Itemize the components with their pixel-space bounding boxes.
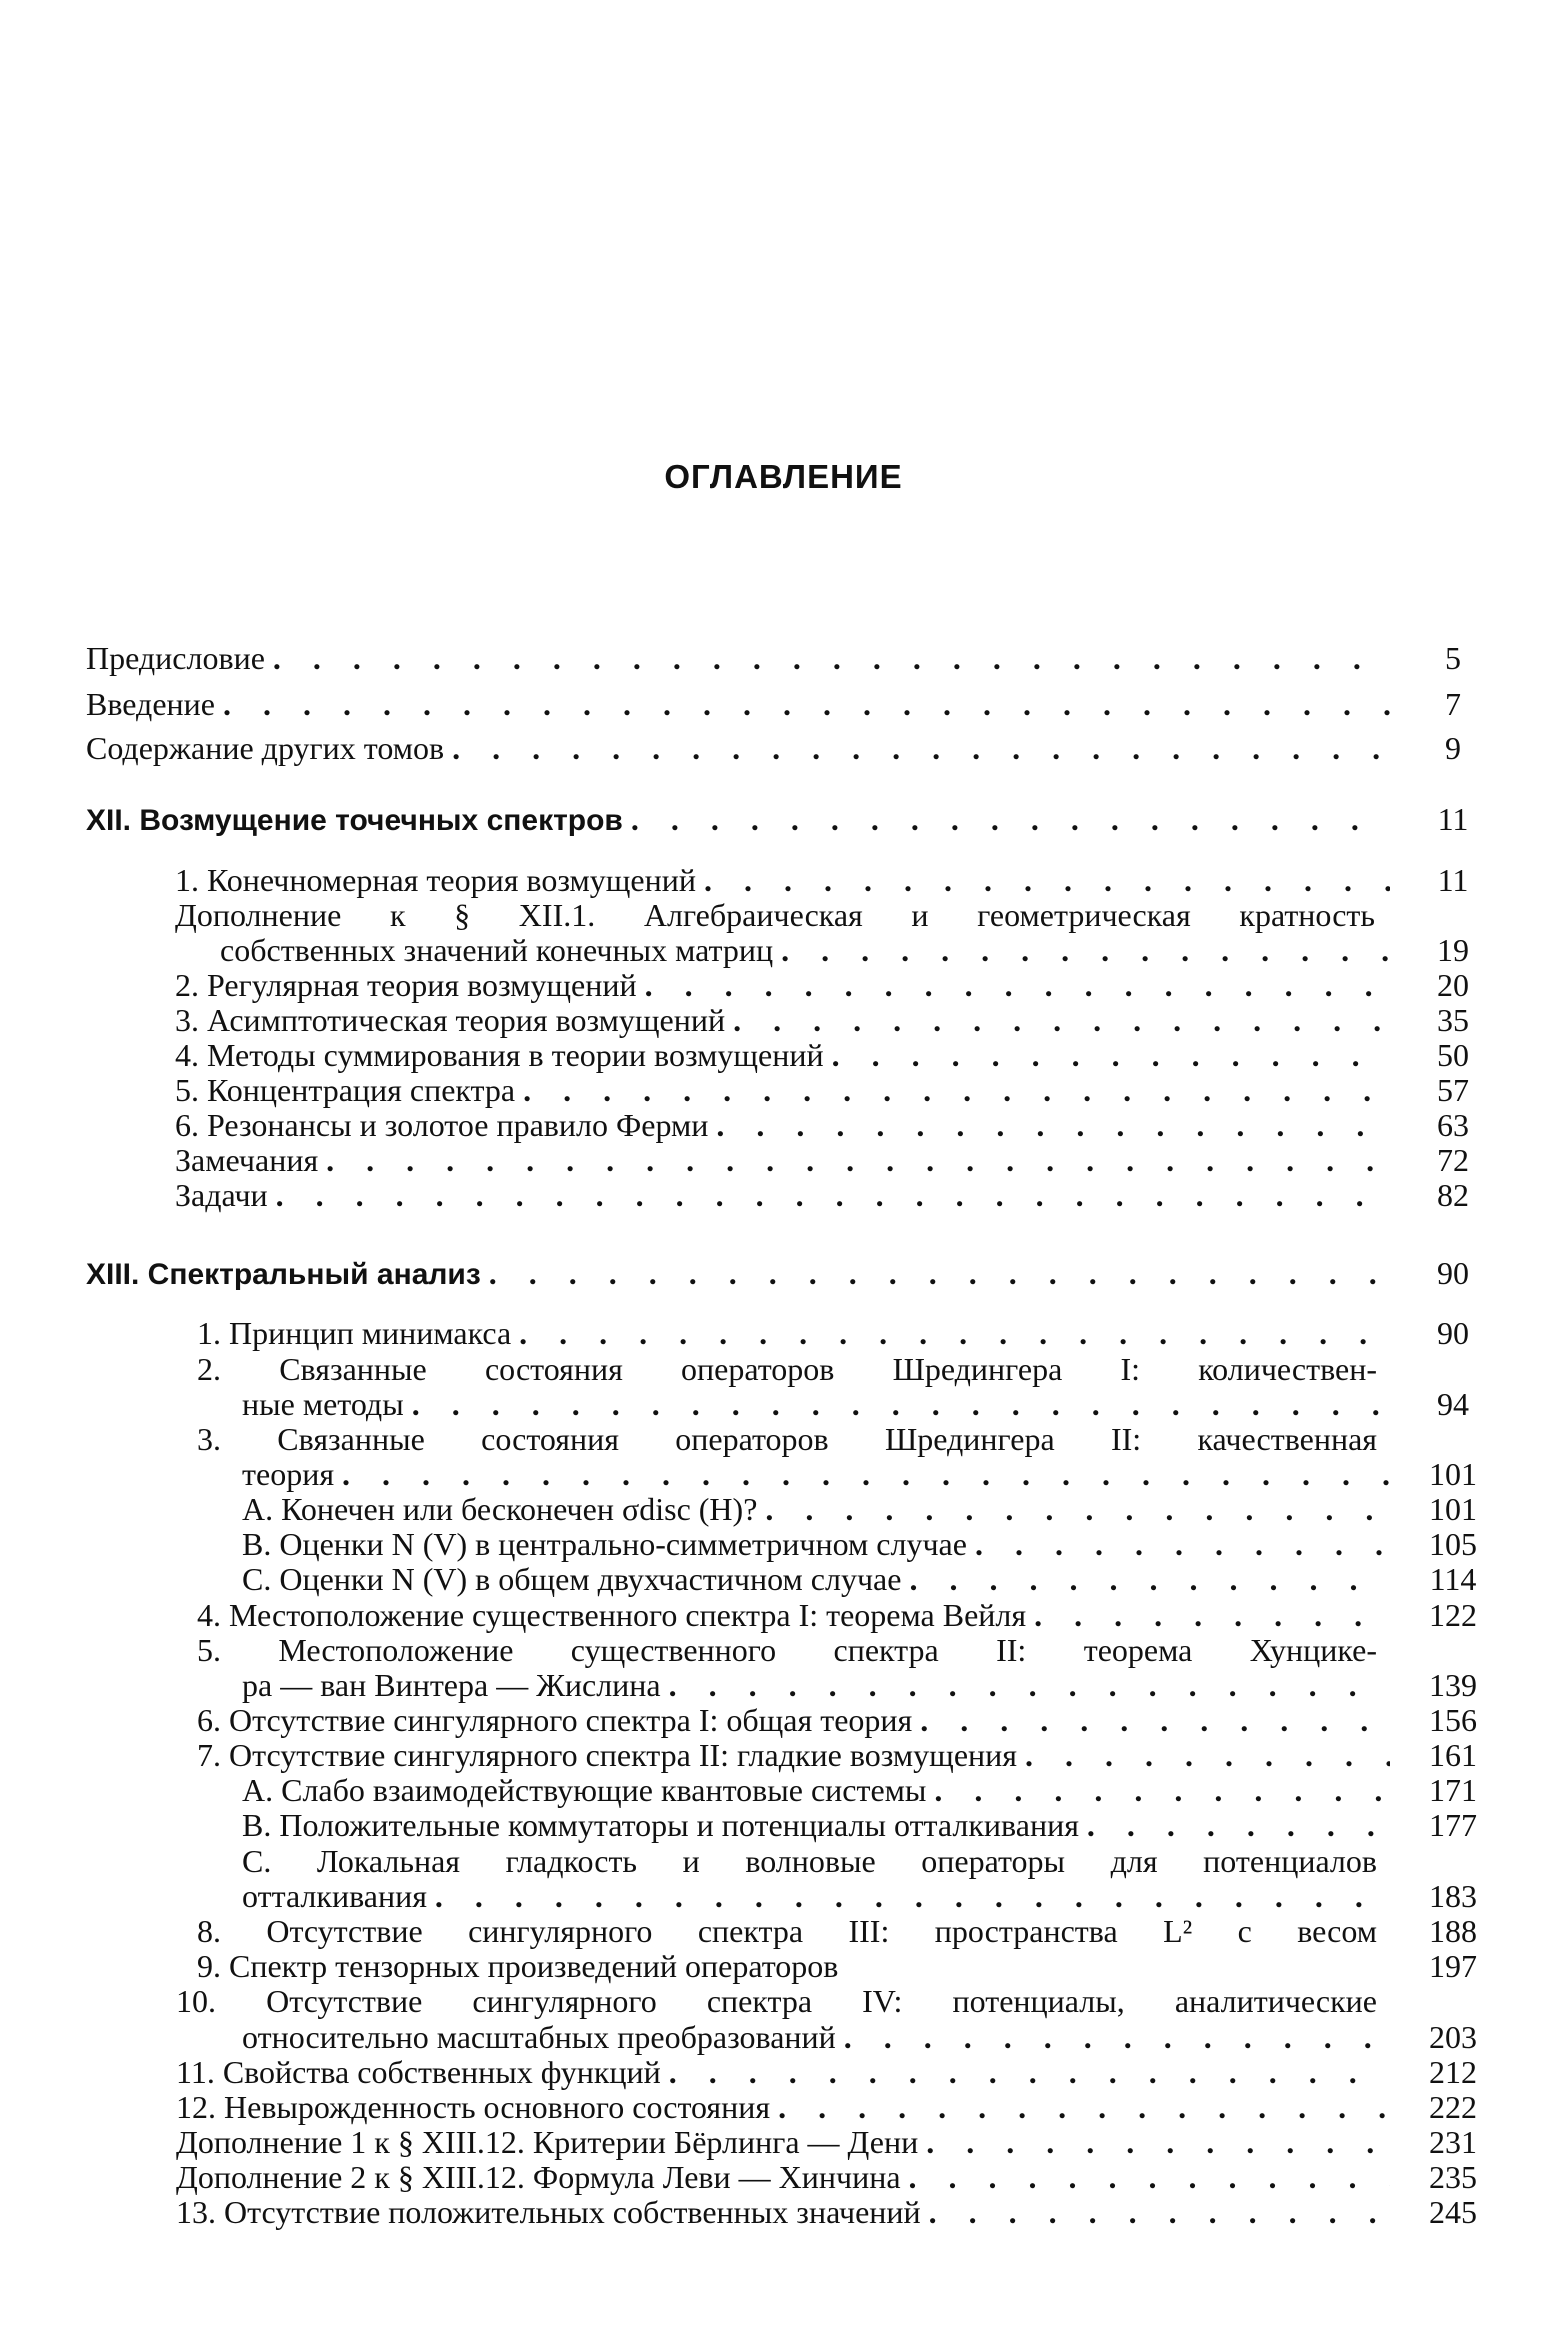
toc-entry-page: 235 (1429, 2159, 1477, 2195)
toc-entry-page: 183 (1429, 1878, 1477, 1914)
toc-entry-title: 1. Принцип минимакса (197, 1315, 512, 1351)
toc-entry-title: Введение (86, 686, 215, 722)
toc-entry-title: A. Слабо взаимодействующие квантовые системы (242, 1772, 927, 1808)
toc-entry (175, 1002, 1486, 1038)
toc-entry-page: 105 (1429, 1526, 1477, 1562)
toc-entry-title: 5. Местоположение существенного спектра II: теорема Хунцике- (197, 1632, 1377, 1668)
toc-entry-page: 19 (1437, 932, 1469, 968)
toc-entry-title: A. Конечен или бесконечен σdisc (H)? (242, 1491, 758, 1527)
toc-entry-page: 171 (1429, 1772, 1477, 1808)
toc-entry-page: 122 (1429, 1597, 1477, 1633)
toc-entry-title: Замечания (175, 1142, 319, 1178)
toc-entry (242, 2019, 1486, 2055)
toc-entry-page: 35 (1437, 1002, 1469, 1038)
toc-entry-page: 188 (1429, 1913, 1477, 1949)
toc-entry-page: 231 (1429, 2124, 1477, 2160)
toc-entry-title: 2. Связанные состояния операторов Шредингера I: количествен- (197, 1351, 1377, 1387)
toc-entry-title: 9. Спектр тензорных произведений операторов (197, 1948, 839, 1984)
toc-entry-page: 5 (1445, 640, 1461, 676)
toc-entry-title: 11. Свойства собственных функций (176, 2054, 661, 2090)
toc-entry (197, 1351, 1377, 1387)
toc-entry (242, 1843, 1377, 1879)
toc-entry-page: 114 (1429, 1561, 1477, 1597)
toc-entry (175, 967, 1486, 1003)
toc-entry-title: отталкивания (242, 1878, 427, 1914)
toc-entry (176, 2194, 1486, 2230)
toc-entry-page: 57 (1437, 1072, 1469, 1108)
toc-entry-title: 12. Невырожденность основного состояния (176, 2089, 771, 2125)
toc-entry-title: собственных значений конечных матриц (220, 932, 774, 968)
toc-entry-page: 203 (1429, 2019, 1477, 2055)
toc-entry-page: 90 (1437, 1315, 1469, 1351)
toc-entry-title: 13. Отсутствие положительных собственных значений (176, 2194, 921, 2230)
toc-entry-title: Задачи (175, 1177, 268, 1213)
toc-entry (220, 932, 1486, 968)
toc-entry (175, 1107, 1486, 1143)
toc-entry (86, 640, 1486, 676)
toc-entry (242, 1386, 1486, 1422)
toc-entry-title: 2. Регулярная теория возмущений (175, 967, 637, 1003)
toc-entry (175, 1177, 1486, 1213)
toc-entry-title: B. Положительные коммутаторы и потенциалы отталкивания (242, 1807, 1079, 1843)
toc-entry-page: 94 (1437, 1386, 1469, 1422)
toc-entry (197, 1702, 1486, 1738)
toc-entry-title: C. Оценки N (V) в общем двухчастичном случае (242, 1561, 902, 1597)
toc-entry (197, 1632, 1377, 1668)
toc-entry (86, 730, 1486, 766)
toc-entry-title: 1. Конечномерная теория возмущений (175, 862, 696, 898)
toc-entry-page: 222 (1429, 2089, 1477, 2125)
toc-entry-title: 5. Концентрация спектра (175, 1072, 516, 1108)
toc-entry-title: Дополнение 1 к § XIII.12. Критерии Бёрлинга — Дени (176, 2124, 919, 2160)
toc-entry-page: 11 (1437, 862, 1469, 898)
toc-entry-title: относительно масштабных преобразований (242, 2019, 836, 2055)
toc-entry (242, 1491, 1486, 1527)
toc-entry-title: Дополнение 2 к § XIII.12. Формула Леви — Хинчина (176, 2159, 901, 2195)
toc-entry-title: 3. Асимптотическая теория возмущений (175, 1002, 726, 1038)
toc-entry-page: 7 (1445, 686, 1461, 722)
toc-entry (175, 1142, 1486, 1178)
toc-entry-page: 82 (1437, 1177, 1469, 1213)
toc-chapter (86, 801, 1486, 837)
toc-entry (176, 2054, 1486, 2090)
toc-entry (197, 1421, 1377, 1457)
toc-entry (176, 2124, 1486, 2160)
toc-entry-title: 10. Отсутствие сингулярного спектра IV: потенциалы, аналитические (176, 1983, 1377, 2019)
toc-entry-title: 6. Резонансы и золотое правило Ферми (175, 1107, 709, 1143)
toc-entry-page: 156 (1429, 1702, 1477, 1738)
toc-entry-page: 161 (1429, 1737, 1477, 1773)
toc-entry (197, 1913, 1486, 1949)
toc-entry-page: 50 (1437, 1037, 1469, 1073)
toc-chapter-title: XII. Возмущение точечных спектров (86, 804, 623, 837)
toc-entry-title: C. Локальная гладкость и волновые операторы для потенциалов (242, 1843, 1377, 1879)
toc-entry-page: 212 (1429, 2054, 1477, 2090)
toc-entry-title: ра — ван Винтера — Жислина (242, 1667, 661, 1703)
toc-entry (197, 1737, 1486, 1773)
toc-entry (242, 1561, 1486, 1597)
toc-entry-title: 8. Отсутствие сингулярного спектра III: пространства L² с весом (197, 1913, 1377, 1949)
toc-entry-page: 197 (1429, 1948, 1477, 1984)
toc-entry (175, 862, 1486, 898)
toc-entry-page: 245 (1429, 2194, 1477, 2230)
toc-entry (197, 1315, 1486, 1351)
toc-entry-title: Предисловие (86, 640, 265, 676)
toc-entry-title: 6. Отсутствие сингулярного спектра I: общая теория (197, 1702, 913, 1738)
toc-entry-page: 139 (1429, 1667, 1477, 1703)
toc-entry (176, 1983, 1377, 2019)
toc-entry-title: 7. Отсутствие сингулярного спектра II: гладкие возмущения (197, 1737, 1017, 1773)
toc-entry-page: 63 (1437, 1107, 1469, 1143)
toc-entry-page: 101 (1429, 1491, 1477, 1527)
toc-entry-page: 90 (1437, 1255, 1469, 1291)
toc-entry (242, 1667, 1486, 1703)
toc-entry-page: 9 (1445, 730, 1461, 766)
toc-entry-title: Дополнение к § XII.1. Алгебраическая и геометрическая кратность (175, 897, 1375, 933)
page-title: ОГЛАВЛЕНИЕ (664, 458, 903, 495)
toc-entry-title: 4. Местоположение существенного спектра I: теорема Вейля (197, 1597, 1027, 1633)
toc-entry-title: Содержание других томов (86, 730, 445, 766)
toc-entry (242, 1526, 1486, 1562)
toc-entry (197, 1948, 1486, 1984)
toc-entry (176, 2159, 1486, 2195)
toc-entry-page: 20 (1437, 967, 1469, 1003)
toc-entry-title: 3. Связанные состояния операторов Шредингера II: качественная (197, 1421, 1377, 1457)
toc-entry-title: ные методы (242, 1386, 404, 1422)
toc-chapter (86, 1255, 1486, 1291)
toc-entry (175, 1037, 1486, 1073)
toc-entry-page: 11 (1437, 801, 1469, 837)
toc-entry-title: B. Оценки N (V) в центрально-симметричном случае (242, 1526, 967, 1562)
toc-chapter-title: XIII. Спектральный анализ (86, 1258, 481, 1291)
toc-entry (175, 897, 1375, 933)
toc-entry (86, 686, 1486, 722)
toc-entry (242, 1807, 1486, 1843)
toc-entry (242, 1878, 1486, 1914)
toc-entry-page: 177 (1429, 1807, 1477, 1843)
toc-entry-title: 4. Методы суммирования в теории возмущений (175, 1037, 824, 1073)
toc-entry (197, 1597, 1486, 1633)
toc-entry-page: 72 (1437, 1142, 1469, 1178)
toc-entry-title: теория (242, 1456, 335, 1492)
toc-entry (242, 1456, 1486, 1492)
toc-entry-page: 101 (1429, 1456, 1477, 1492)
toc-entry (175, 1072, 1486, 1108)
toc-entry (242, 1772, 1486, 1808)
toc-entry (176, 2089, 1486, 2125)
